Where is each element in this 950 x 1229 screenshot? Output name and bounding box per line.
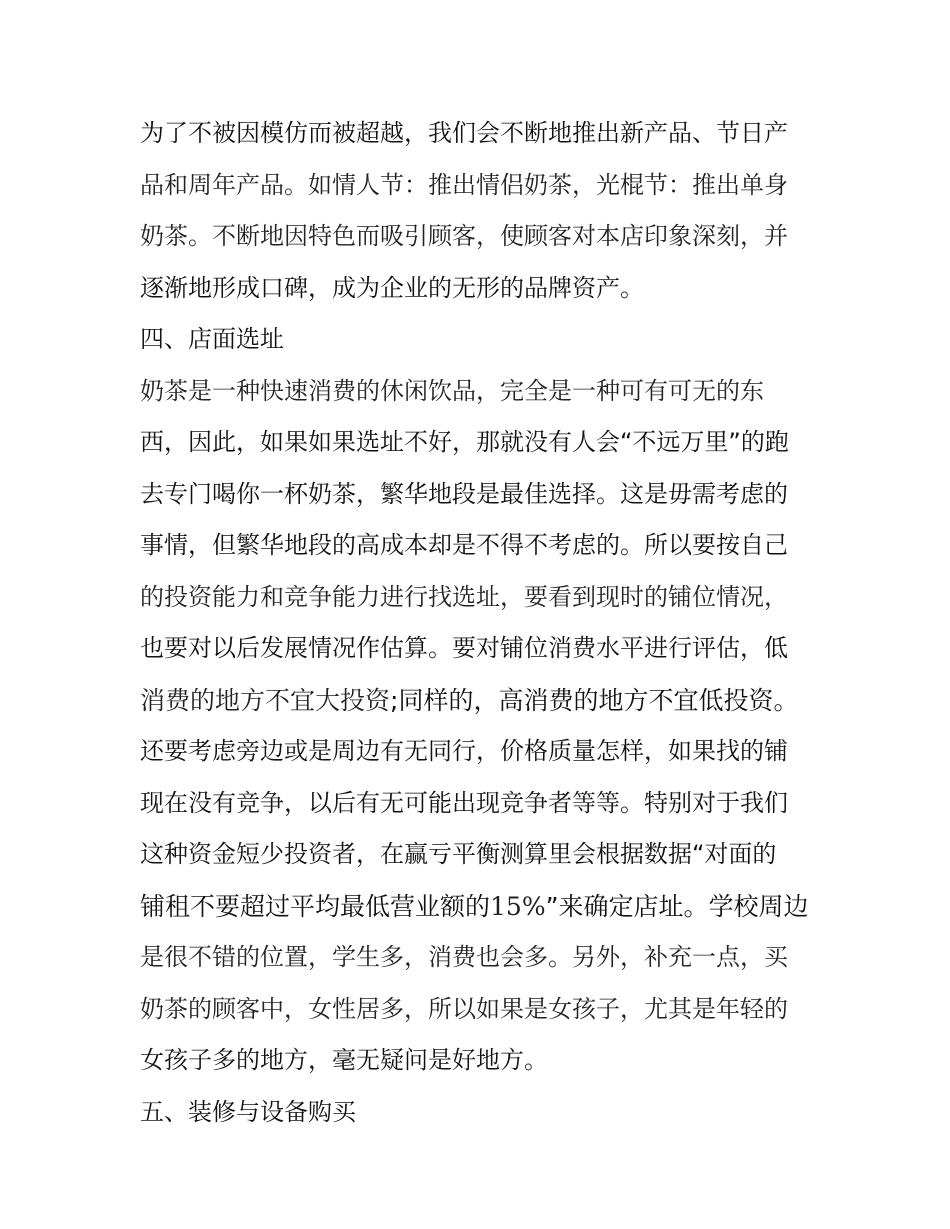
document-body	[140, 108, 816, 1138]
paragraph-2-line-14: 女孩子多的地方，毫无疑问是好地方。	[140, 1046, 548, 1074]
paragraph-2-line-11-part-c: ”来确定店址。学校周边	[545, 891, 809, 921]
paragraph-2-line-12: 是很不错的位置，学生多，消费也会多。另外，补充一点，买	[140, 943, 788, 971]
paragraph-1-line-3: 奶茶。不断地因特色而吸引顾客，使顾客对本店印象深刻，并	[140, 222, 788, 250]
paragraph-1-line-4: 逐渐地形成口碑，成为企业的无形的品牌资产。	[140, 273, 644, 302]
paragraph-2-line-6: 也要对以后发展情况作估算。要对铺位消费水平进行评估，低	[140, 634, 788, 662]
section-heading-5: 五、装修与设备购买	[140, 1097, 356, 1126]
paragraph-2-line-7-part-a: 消费的地方不宜大投资	[140, 685, 391, 715]
paragraph-1-line-2: 品和周年产品。如情人节：推出情侣奶茶，光棍节：推出单身	[140, 170, 788, 199]
paragraph-2-line-10: 这种资金短少投资者，在赢亏平衡测算里会根据数据“对面的	[140, 840, 777, 868]
paragraph-2-line-11	[140, 881, 816, 933]
paragraph-2-line-7-part-b: ;同样的，高消费的地方不宜低投资。	[390, 685, 799, 715]
paragraph-2-line-7	[140, 675, 816, 727]
paragraph-2-line-11-percent: 15%	[490, 891, 546, 921]
paragraph-2-line-3: 去专门喝你一杯奶茶，繁华地段是最佳选择。这是毋需考虑的	[140, 479, 788, 508]
paragraph-2-line-4: 事情，但繁华地段的高成本却是不得不考虑的。所以要按自己	[140, 531, 788, 559]
paragraph-2-line-5: 的投资能力和竞争能力进行找选址，要看到现时的铺位情况，	[140, 582, 788, 611]
paragraph-2-line-1: 奶茶是一种快速消费的休闲饮品，完全是一种可有可无的东	[140, 376, 764, 405]
section-heading-4: 四、店面选址	[140, 325, 284, 353]
paragraph-2-line-8: 还要考虑旁边或是周边有无同行，价格质量怎样，如果找的铺	[140, 737, 788, 765]
paragraph-2-line-11-part-a: 铺租不要超过平均最低营业额的	[140, 891, 491, 921]
paragraph-2-line-13: 奶茶的顾客中，女性居多，所以如果是女孩子，尤其是年轻的	[140, 994, 788, 1023]
paragraph-2-line-2: 西，因此，如果如果选址不好，那就没有人会“不远万里”的跑	[140, 428, 789, 456]
paragraph-2-line-9: 现在没有竞争，以后有无可能出现竞争者等等。特别对于我们	[140, 788, 788, 817]
paragraph-1-line-1: 为了不被因模仿而被超越，我们会不断地推出新产品、节日产	[140, 119, 788, 147]
